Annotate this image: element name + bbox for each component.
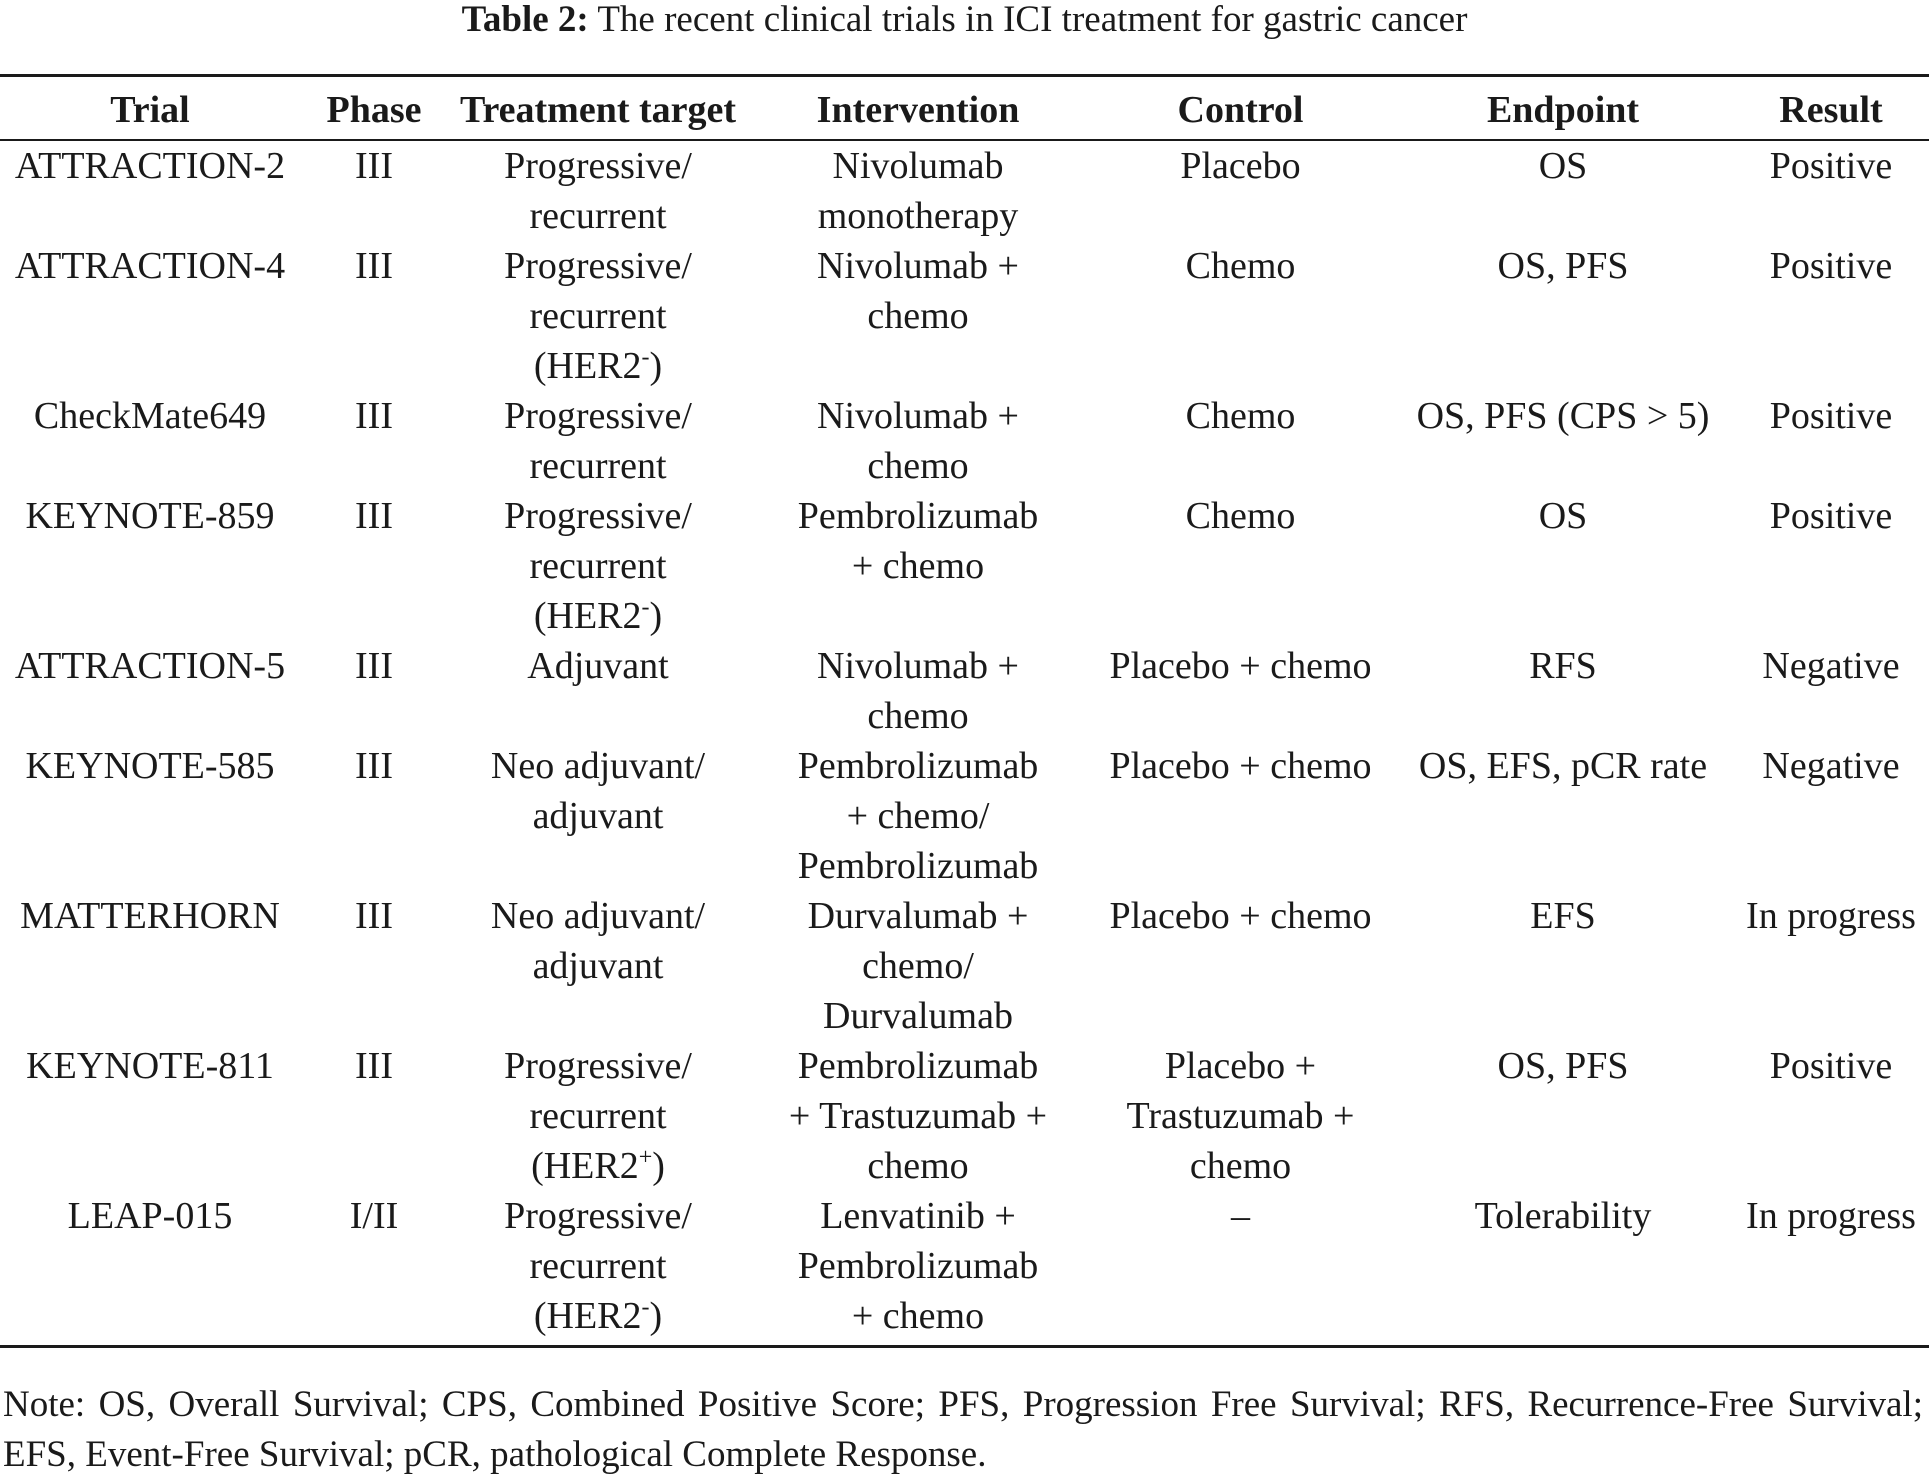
cell-text: (HER2 (533, 1295, 642, 1337)
caption-text: The recent clinical trials in ICI treatment for gastric cancer (597, 0, 1468, 40)
cell-line: Nivolumab + (817, 395, 1019, 437)
header-row (0, 76, 1929, 141)
cell-text: Progressive/ (504, 1045, 692, 1087)
cell-intervention (748, 140, 1088, 241)
cell-trial (0, 741, 300, 891)
cell-phase (300, 1041, 448, 1191)
cell-line: Placebo + chemo (1109, 745, 1372, 787)
cell-line: EFS (1530, 895, 1596, 937)
cell-text: Progressive/ (504, 495, 692, 537)
cell-line: Chemo (1185, 495, 1296, 537)
cell-line (448, 891, 748, 941)
cell-result (1733, 641, 1929, 741)
superscript: - (641, 344, 650, 371)
cell-line: Positive (1769, 495, 1893, 537)
cell-result (1733, 891, 1929, 1041)
cell-line (448, 391, 748, 441)
cell-text: Adjuvant (527, 645, 669, 687)
cell-line (448, 641, 748, 691)
table-row (0, 140, 1929, 241)
cell-trial (0, 391, 300, 491)
cell-line: III (355, 895, 393, 937)
cell-line: KEYNOTE-585 (25, 745, 275, 787)
cell-treatment-target (448, 741, 748, 891)
header-result: Result (1779, 89, 1883, 131)
cell-treatment-target (448, 491, 748, 641)
cell-line: OS, PFS (1497, 1045, 1629, 1087)
cell-line: chemo (867, 695, 969, 737)
cell-treatment-target (448, 241, 748, 391)
header-control: Control (1177, 89, 1304, 131)
cell-line: Positive (1769, 245, 1893, 287)
table-row (0, 391, 1929, 491)
cell-trial (0, 1041, 300, 1191)
cell-text: Progressive/ (504, 1195, 692, 1237)
cell-endpoint (1393, 491, 1733, 641)
cell-treatment-target (448, 641, 748, 741)
cell-result (1733, 741, 1929, 891)
cell-control (1088, 641, 1393, 741)
cell-intervention (748, 1191, 1088, 1347)
cell-line: ATTRACTION-5 (14, 645, 286, 687)
cell-text-suffix: ) (649, 595, 663, 637)
cell-line: RFS (1529, 645, 1597, 687)
cell-line: Chemo (1185, 245, 1296, 287)
caption-label: Table 2: (461, 0, 589, 40)
cell-endpoint (1393, 1041, 1733, 1191)
cell-text: adjuvant (532, 945, 664, 987)
cell-line: KEYNOTE-859 (25, 495, 275, 537)
cell-text: (HER2 (533, 345, 642, 387)
cell-line: III (355, 495, 393, 537)
cell-line: chemo (867, 1145, 969, 1187)
cell-text: recurrent (529, 445, 667, 487)
cell-line: Negative (1762, 745, 1900, 787)
cell-line: Trastuzumab + (1126, 1095, 1355, 1137)
cell-line: OS, EFS, pCR rate (1418, 745, 1708, 787)
cell-result (1733, 140, 1929, 241)
cell-line: CheckMate649 (33, 395, 267, 437)
header-trial: Trial (110, 89, 190, 131)
cell-text: Neo adjuvant/ (490, 745, 706, 787)
cell-line (448, 241, 748, 291)
table-row (0, 241, 1929, 391)
trials-table-container (0, 74, 1929, 1348)
cell-line: chemo (867, 445, 969, 487)
cell-text: Progressive/ (504, 145, 692, 187)
cell-phase (300, 1191, 448, 1347)
table-row (0, 641, 1929, 741)
cell-text: (HER2 (533, 595, 642, 637)
trials-table (0, 74, 1929, 1348)
cell-phase (300, 140, 448, 241)
cell-text: recurrent (529, 545, 667, 587)
cell-line: OS, PFS (CPS > 5) (1416, 395, 1710, 437)
cell-line: ATTRACTION-4 (14, 245, 286, 287)
cell-text: Progressive/ (504, 245, 692, 287)
cell-control (1088, 391, 1393, 491)
cell-trial (0, 641, 300, 741)
cell-control (1088, 241, 1393, 391)
cell-line: OS (1538, 145, 1588, 187)
cell-text: recurrent (529, 295, 667, 337)
cell-phase (300, 641, 448, 741)
cell-phase (300, 391, 448, 491)
cell-control (1088, 491, 1393, 641)
superscript: + (638, 1144, 653, 1171)
cell-control (1088, 140, 1393, 241)
cell-line: III (355, 1045, 393, 1087)
header-treatment-target: Treatment target (459, 89, 737, 131)
cell-line: OS (1538, 495, 1588, 537)
cell-line (448, 341, 748, 391)
cell-treatment-target (448, 1041, 748, 1191)
table-row (0, 491, 1929, 641)
cell-line: Lenvatinib + (820, 1195, 1016, 1237)
cell-phase (300, 741, 448, 891)
cell-line (448, 291, 748, 341)
cell-trial (0, 241, 300, 391)
cell-text: Progressive/ (504, 395, 692, 437)
cell-line (448, 491, 748, 541)
cell-endpoint (1393, 391, 1733, 491)
cell-line: I/II (349, 1195, 399, 1237)
cell-line: Pembrolizumab (797, 1245, 1039, 1287)
cell-text: adjuvant (532, 795, 664, 837)
cell-control (1088, 891, 1393, 1041)
cell-text: recurrent (529, 195, 667, 237)
cell-endpoint (1393, 741, 1733, 891)
cell-line: Nivolumab + (817, 245, 1019, 287)
cell-phase (300, 891, 448, 1041)
cell-line: III (355, 395, 393, 437)
cell-line: III (355, 245, 393, 287)
cell-phase (300, 241, 448, 391)
cell-line: chemo (1189, 1145, 1292, 1187)
cell-line: Negative (1762, 645, 1900, 687)
cell-treatment-target (448, 140, 748, 241)
cell-control (1088, 1191, 1393, 1347)
cell-line: In progress (1746, 1195, 1916, 1237)
cell-line: Nivolumab + (817, 645, 1019, 687)
cell-line: Placebo + chemo (1109, 645, 1372, 687)
cell-line: chemo (867, 295, 969, 337)
cell-line (448, 591, 748, 641)
cell-text: (HER2 (531, 1145, 639, 1187)
cell-line (448, 941, 748, 991)
table-caption (0, 0, 1929, 40)
cell-line: Positive (1769, 145, 1893, 187)
cell-text: recurrent (529, 1245, 667, 1287)
cell-text: Neo adjuvant/ (490, 895, 706, 937)
cell-endpoint (1393, 1191, 1733, 1347)
table-body (0, 140, 1929, 1347)
cell-trial (0, 491, 300, 641)
cell-line (448, 191, 748, 241)
cell-text-suffix: ) (649, 1295, 663, 1337)
cell-line (448, 1091, 748, 1141)
cell-endpoint (1393, 241, 1733, 391)
cell-line (448, 141, 748, 191)
cell-endpoint (1393, 140, 1733, 241)
cell-text: recurrent (529, 1095, 667, 1137)
cell-line (448, 791, 748, 841)
cell-intervention (748, 741, 1088, 891)
cell-result (1733, 391, 1929, 491)
cell-line (448, 1041, 748, 1091)
cell-line (448, 441, 748, 491)
cell-line (448, 1291, 748, 1341)
cell-line: ATTRACTION-2 (14, 145, 286, 187)
cell-endpoint (1393, 641, 1733, 741)
cell-line: Nivolumab (832, 145, 1004, 187)
cell-endpoint (1393, 891, 1733, 1041)
cell-treatment-target (448, 391, 748, 491)
cell-intervention (748, 641, 1088, 741)
cell-text-suffix: ) (649, 345, 663, 387)
table-note: Note: OS, Overall Survival; CPS, Combined Positive Score; PFS, Progression Free Survival; RFS, Recurrence-Free Survival; EFS, Event-Free Survival; pCR, pathological Complete Response. (3, 1384, 1923, 1475)
cell-treatment-target (448, 891, 748, 1041)
cell-trial (0, 140, 300, 241)
cell-line: Pembrolizumab (797, 1045, 1039, 1087)
cell-line (448, 1191, 748, 1241)
header-endpoint: Endpoint (1486, 89, 1640, 131)
cell-line: + chemo/ (846, 795, 990, 837)
cell-trial (0, 1191, 300, 1347)
header-intervention: Intervention (816, 89, 1020, 131)
cell-line: Placebo + (1164, 1045, 1317, 1087)
cell-line: chemo/ (862, 945, 974, 987)
cell-line: III (355, 745, 393, 787)
cell-line: Placebo + chemo (1109, 895, 1372, 937)
cell-line: In progress (1746, 895, 1916, 937)
cell-intervention (748, 891, 1088, 1041)
table-row (0, 1191, 1929, 1347)
table-row (0, 741, 1929, 891)
cell-result (1733, 1191, 1929, 1347)
cell-line: Durvalumab (823, 995, 1013, 1037)
cell-intervention (748, 491, 1088, 641)
cell-line: Pembrolizumab (797, 495, 1039, 537)
cell-intervention (748, 391, 1088, 491)
cell-line: Durvalumab + (807, 895, 1029, 937)
cell-result (1733, 241, 1929, 391)
cell-line: OS, PFS (1497, 245, 1629, 287)
cell-result (1733, 1041, 1929, 1191)
cell-intervention (748, 241, 1088, 391)
cell-control (1088, 1041, 1393, 1191)
cell-line: Tolerability (1474, 1195, 1652, 1237)
cell-line (448, 741, 748, 791)
cell-text-suffix: ) (652, 1145, 665, 1187)
cell-line: + chemo (851, 545, 985, 587)
cell-trial (0, 891, 300, 1041)
header-phase: Phase (326, 89, 422, 131)
cell-line: Positive (1769, 395, 1893, 437)
superscript: - (641, 594, 650, 621)
cell-line: – (1231, 1195, 1250, 1237)
cell-line: MATTERHORN (20, 895, 280, 937)
cell-line (448, 1241, 748, 1291)
cell-line (448, 541, 748, 591)
cell-intervention (748, 1041, 1088, 1191)
cell-phase (300, 491, 448, 641)
cell-line: Chemo (1185, 395, 1296, 437)
cell-line: Positive (1769, 1045, 1893, 1087)
cell-line: KEYNOTE-811 (26, 1045, 274, 1087)
cell-treatment-target (448, 1191, 748, 1347)
cell-line: III (355, 645, 393, 687)
cell-line: Pembrolizumab (797, 745, 1039, 787)
cell-line: + Trastuzumab + (788, 1095, 1048, 1137)
table-row (0, 891, 1929, 1041)
cell-line: Pembrolizumab (797, 845, 1039, 887)
cell-line: III (355, 145, 393, 187)
cell-result (1733, 491, 1929, 641)
cell-line: + chemo (851, 1295, 985, 1337)
cell-line (448, 1141, 748, 1191)
superscript: - (641, 1294, 650, 1321)
table-row (0, 1041, 1929, 1191)
cell-line: monotherapy (817, 195, 1019, 237)
cell-control (1088, 741, 1393, 891)
table-header (0, 76, 1929, 141)
cell-line: Placebo (1180, 145, 1301, 187)
cell-line: LEAP-015 (67, 1195, 233, 1237)
